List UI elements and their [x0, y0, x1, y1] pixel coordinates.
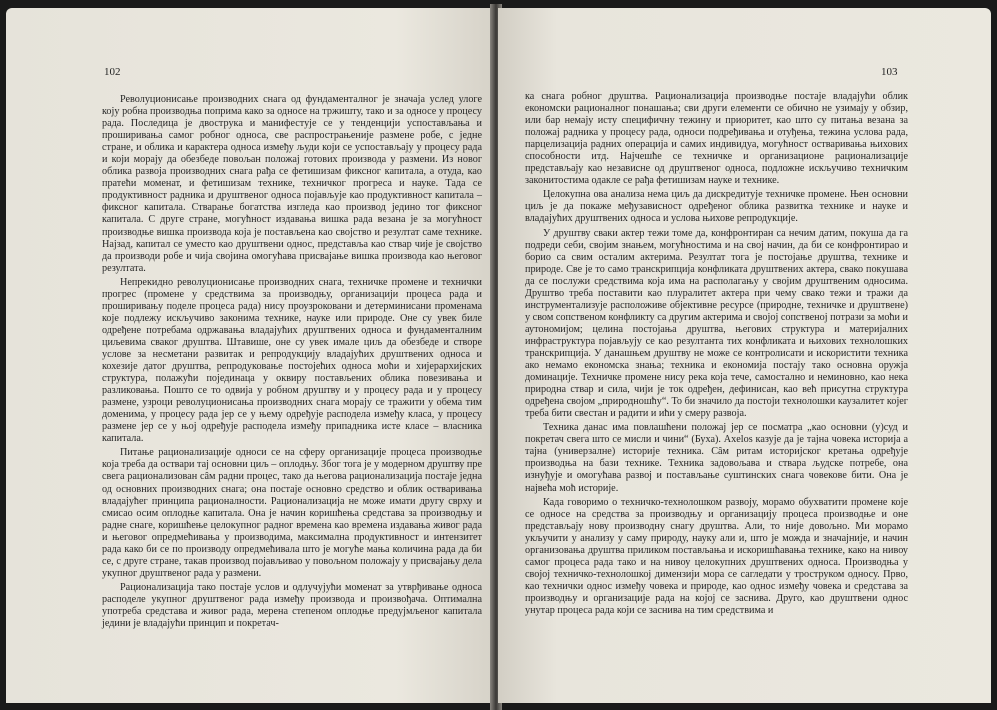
page-number-right: 103 [881, 66, 898, 78]
paragraph: У друштву сваки актер тежи томе да, конфронтиран са нечим датим, покуша да га подреди себи, својим знањем, могућностима и на свој начин, да би се конфронтирао и борио са свим осталим актерима. Резултат тога је постојање друштва, технике и природе. Све је то само транскрипција конфликата друштвених актера, свако покушава да се послужи средствима која има на располагању у својим друштвеним односима. Друштво треба поставити као плуралитет актера при чему свако тежи и тражи да инструментализује расположиве објективне ресурсе (природне, техничке и друштвене) у свом сопственом конфликту са другим актерима и својој сопственој потрази за моћи и аутономијом; целина постојања друштва, његових структура и материјалних инфраструктура појављују се као резултанта тих конфликата и њихових технолошких транскрипција. У данашњем друштву не може се контролисати и искористити техника ако немамо економска знања; техника и економија постају тако основна оружја доминације. Техничке промене нису река која тече, самостално и неминовно, као нека природна ствар и сила, чији је ток одређен, дефинисан, као већ присутна структура одређена својом „природношћу“. То би значило да постоји технолошки каузалитет којег треба бити свестан и радити и ићи у смеру развоја. [525, 227, 908, 420]
right-page [498, 8, 991, 703]
paragraph: Целокупна ова анализа нема циљ да дискредитује техничке промене. Њен основни циљ је да покаже међузависност одређеног облика развитка технике и науке и владајућих друштвених односа и услова њихове репродукције. [525, 189, 908, 225]
paragraph: Техника данас има повлашћени положај јер се посматра „као основни (у)суд и покретач свега што се мисли и чини“ (Буха). Axelos казује да је тајна човека историја а тајна (универзалне) историје техника. Сâм ритам историјског кретања одређује производња на бази технике. Техника задовољава и ствара људске потребе, она изнуђује и омогућава развој и постављање суштинских снага човекове бити. Она је највећа моћ историје. [525, 422, 908, 494]
left-page-text [102, 94, 482, 632]
paragraph: Рационализација тако постаје услов и одлучујући моменат за утврђивање односа расподеле укупног друштвеног рада између производа и произвођача. Оптимална употреба средстава и живог рада, мерена степеном оплодње предујмљеног капитала једини је владајући принцип и покретач- [102, 581, 482, 630]
paragraph: Револуционисање производних снага од фундаменталног је значаја услед улоге коју робна производња поприма како за односе на тржишту, тако и за односе у процесу рада. Последица је двострука и манифестује се у тенденцији успостављања и проширивања самог робног односа, све распрострањеније размене робе, с једне стране, и облика и карактера односа између људи који се успостављају у процесу рада и који морају да обезбеде повољан положај готових производа у размени. Из новог облика развоја производних снага рађа се фетишизам фиксног капитала, а отуда, као пратећи моменат, и фетишизам технике, техничког прогреса и науке. Тада се продуктивност радника и друштвеног односа појављује као продуктивност капитала – фиксног капитала. Стварање богатства изгледа као производ једино тог фиксног капитала. С друге стране, могућност издавања вишка рада везана је за могућност производње вишка производа која је постављена као својство и резултат саме технике. Најзад, капитал се уместо као друштвени однос, представља као ствар чије је својство да производи робе и чија својина омогућава присвајање вишка производа као његовог резултата. [102, 94, 482, 274]
left-page [6, 8, 494, 703]
paragraph: Питање рационализације односи се на сферу организације процеса производње која треба да оствари тај основни циљ – оплодњу. Због тога је у модерном друштву пре свега рационализован сâм радни процес, тако да његова рационализација постаје једна од основних производних снага; она постаје основно средство и облик остваривања владајућег принципа рационалности. Рационализација не може имати другу сврху и смисао осим оплодње капитала. Она је начин коришћења средстава за производњу и радне снаге, коришћење целокупног радног времена као времена издавања живог рада и његовог опредмећивања у производима, максимална продуктивност и интензитет рада како би се по производу опредмећивала што је могуће мања количина рада да би се, с друге стране, такав производ појављивао у повољном положају у присвајању дела укупног друштвеног рада у размени. [102, 447, 482, 579]
page-number-left: 102 [104, 66, 121, 78]
paragraph-continued: ка снага робног друштва. Рационализација производње постаје владајући облик економски рационалног понашања; сви други елементи се обично не узимају у обзир, или бар немају исту специфичну тежину и приоритет, као што су питања везана за положај радника у процесу рада, односи подређивања и отуђења, тежина услова рада, парцелизација радних операција и самих индивидуа, могућност остваривања њихових способности итд. Најчешће се техничке и организационе рационализације представљају као независне од друштвеног односа, подложне искључиво техничким законитостима одакле се рађа фетишизам науке и технике. [525, 91, 908, 187]
right-page-text [525, 91, 908, 619]
paragraph: Када говоримо о техничко-технолошком развоју, морамо обухватити промене које се односе на средства за производњу и организацију процеса производње и оне представљају нову производну снагу друштва. Али, то није довољно. Ми морамо укључити у анализу у саму природу, науку али и, што је можда и значајније, и начин организовања друштва приликом постављања и искоришћавања технике, како на нивоу самог процеса рада тако и на нивоу целокупних друштвених односа. Производња у својој техничко-технолошкој димензији мора се сагледати у троструком односу. Прво, као технички однос између човека и природе, као однос између човека и средстава за производњу и организације рада на којој се заснива. Друго, као друштвени однос унутар процеса рада који се заснива на тим средствима и [525, 496, 908, 616]
paragraph: Непрекидно револуционисање производних снага, техничке промене и технички прогрес (промене у средствима за производњу, организацији процеса рада и проширивању поделе процеса рада) нису проузроковани и детерминисани променама које подлежу искључиво законима технике, науке или природе. Оне су увек биле одређене потребама одржавања владајућих друштвених односа и фундаменталним циљевима сваког друштва. Штавише, оне су увек имале циљ да обезбеде и створе услове за несметани развитак и репродукцију владајућих друштвених односа и кохезије датог друштва, репродуковање постојећих односа моћи и хијерархијских структура, полажући појединаца у оквиру постављених облика повезивања и разликовања. Пошто се то одвија у робном друштву и у процесу рада и у процесу размене, узроци револуционисања производних снага морају се тражити у обема тим доменима, у процесу рада јер се у њему одређује расподела између класа, у процесу размене јер се у њој одређује расподела између припадника исте класе – власника капитала. [102, 276, 482, 445]
